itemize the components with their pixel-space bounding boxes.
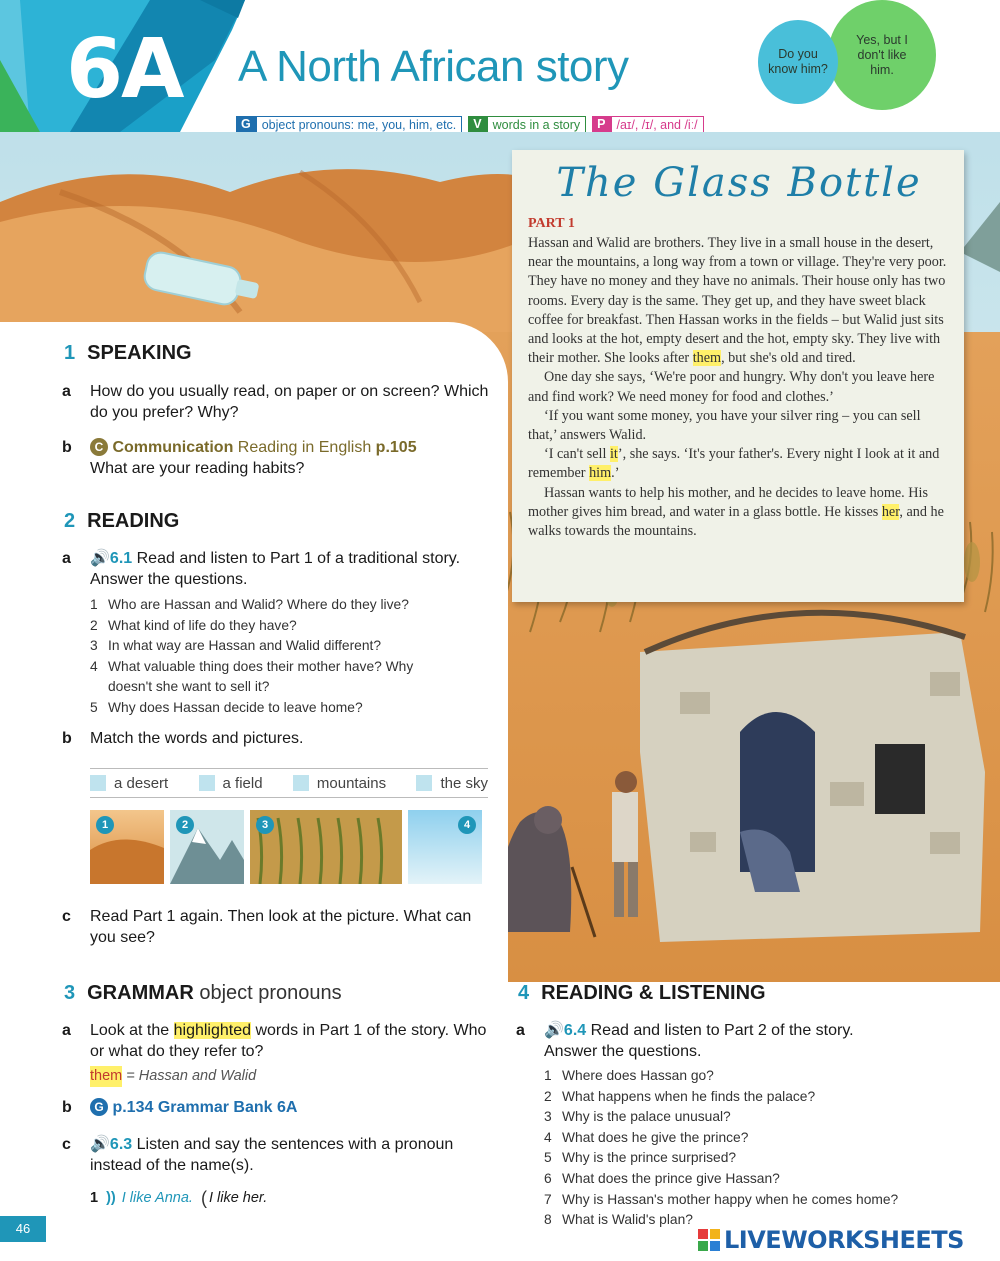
highlighted-word: it — [609, 446, 618, 463]
story-card — [512, 150, 964, 602]
logo-icon — [698, 1229, 720, 1251]
grammar-bank-link[interactable]: p.134 Grammar Bank 6A — [112, 1099, 298, 1116]
list-item: 2 What kind of life do they have? — [90, 617, 297, 633]
grammar-item-b: b G p.134 Grammar Bank 6A — [62, 1099, 298, 1116]
answer-box[interactable] — [90, 775, 106, 791]
liveworksheets-logo[interactable]: LIVEWORKSHEETS — [698, 1226, 964, 1254]
word-bank — [90, 768, 488, 798]
grammar-item-c: c 🔊6.3 Listen and say the sentences with a pronoun instead of the name(s). — [62, 1136, 454, 1174]
list-item: 4 What does he give the prince? — [544, 1129, 749, 1145]
story-paragraph: ‘I can't sell it’, she says. ‘It's your father's. Every night I look at it and remember him.’ — [528, 446, 940, 482]
highlighted-word: him — [589, 465, 612, 482]
unit-number: 6A — [66, 22, 183, 117]
speaking-item-a: a How do you usually read, on paper or on screen? Which do you prefer? Why? — [62, 383, 489, 421]
section-grammar-heading: 3 GRAMMAR object pronouns — [64, 982, 342, 1004]
story-paragraph: ‘If you want some money, you have your silver ring – you can sell that,’ answers Walid. — [528, 407, 921, 444]
house-drawing — [640, 613, 985, 942]
list-item: 8 What is Walid's plan? — [544, 1212, 693, 1228]
word-option[interactable]: a field — [199, 775, 263, 792]
vocabulary-tag: V words in a story — [468, 116, 586, 134]
story-text — [528, 234, 950, 541]
audio-icon[interactable]: )) — [106, 1190, 116, 1206]
list-item: 1 Where does Hassan go? — [544, 1068, 714, 1083]
answer-box[interactable] — [293, 775, 309, 791]
grammar-pronoun-example: 1 )) I like Anna. ( I like her. — [90, 1188, 268, 1208]
list-item: 7 Why is Hassan's mother happy when he comes home? — [544, 1191, 899, 1207]
grammar-tag: G object pronouns: me, you, him, etc. — [236, 116, 462, 134]
picture-row — [90, 810, 488, 884]
grammar-item-a: a Look at the highlighted words in Part 1 of the story. Who or what do they refer to? — [62, 1022, 487, 1060]
word-option[interactable]: a desert — [90, 775, 168, 792]
list-item: 5 Why is the prince surprised? — [544, 1150, 737, 1166]
list-item: 3 In what way are Hassan and Walid different? — [90, 638, 382, 654]
answer-box[interactable] — [199, 775, 215, 791]
highlighted-word: her — [881, 503, 900, 520]
speech-icon: ( — [200, 1188, 207, 1208]
word-option[interactable]: the sky — [416, 775, 488, 792]
answer-box[interactable] — [416, 775, 432, 791]
list-item: 2 What happens when he finds the palace? — [544, 1088, 816, 1104]
list-item: 6 What does the prince give Hassan? — [544, 1170, 780, 1186]
pronunciation-tag: P /aɪ/, /ɪ/, and /iː/ — [592, 116, 704, 134]
list-item: 1 Who are Hassan and Walid? Where do they live? — [90, 597, 409, 612]
reading-item-c: c Read Part 1 again. Then look at the picture. What can you see? — [62, 908, 472, 946]
audio-icon[interactable]: 🔊6.3 — [90, 1136, 133, 1153]
story-title: The Glass Bottle — [556, 160, 922, 206]
story-part-label: PART 1 — [528, 216, 575, 231]
section-reading-listening-heading: 4 READING & LISTENING — [518, 982, 766, 1004]
communication-icon: C — [90, 438, 108, 456]
list-item: 5 Why does Hassan decide to leave home? — [90, 699, 363, 715]
section-speaking-heading: 1 SPEAKING — [64, 342, 192, 364]
speech-bubble-answer: Yes, but I don't like him. — [828, 0, 936, 110]
highlighted-word: them — [692, 350, 722, 367]
grammar-example: them = Hassan and Walid — [90, 1066, 256, 1087]
story-paragraph: Hassan wants to help his mother, and he decides to leave home. His mother gives him bread, and water in a glass bottle. He kisses her, and he walks towards the mountains. — [528, 484, 944, 540]
grammar-bank-icon: G — [90, 1098, 108, 1116]
reading-questions — [90, 595, 490, 719]
field-picture: 3 — [250, 810, 402, 884]
reading-listening-questions — [544, 1066, 964, 1231]
page-title: A North African story — [238, 42, 629, 91]
audio-icon[interactable]: 🔊6.4 — [544, 1022, 587, 1039]
speech-bubble-question: Do you know him? — [758, 20, 838, 104]
speaking-item-b: b C Communication Reading in English p.105 What are your reading habits? — [62, 439, 417, 477]
reading-item-a: a 🔊6.1 Read and listen to Part 1 of a traditional story. Answer the questions. — [62, 550, 461, 588]
page-number: 46 — [0, 1216, 46, 1242]
story-paragraph: Hassan and Walid are brothers. They live in a small house in the desert, near the mountains, a long way from a town or village. They're very poor. They have no money and they have no animals. Their house only has two rooms. Every day is the same. They get up, and they have sweet black coffee for breakfast. Then Hassan works in the fields – but Walid just sits and looks at the hot, empty desert and the hot, empty sky. They live with their mother. She looks after them, but she's old and tired. — [528, 235, 947, 367]
word-option[interactable]: mountains — [293, 775, 386, 792]
audio-icon[interactable]: 🔊6.1 — [90, 550, 133, 567]
reading-listening-item-a: a 🔊6.4 Read and listen to Part 2 of the story. Answer the questions. — [516, 1022, 854, 1060]
page-header — [0, 0, 1000, 138]
communication-link[interactable]: Communication — [112, 439, 234, 456]
reading-item-b: b Match the words and pictures. — [62, 730, 304, 747]
section-reading-heading: 2 READING — [64, 510, 180, 532]
sky-picture: 4 — [408, 810, 482, 884]
list-item: 4 What valuable thing does their mother have? Why doesn't she want to sell it? — [90, 658, 414, 695]
desert-picture: 1 — [90, 810, 164, 884]
story-paragraph: One day she says, ‘We're poor and hungry. Why don't you leave here and find work? We need money for food and clothes.’ — [528, 369, 935, 405]
mountains-picture: 2 — [170, 810, 244, 884]
list-item: 3 Why is the palace unusual? — [544, 1109, 731, 1125]
